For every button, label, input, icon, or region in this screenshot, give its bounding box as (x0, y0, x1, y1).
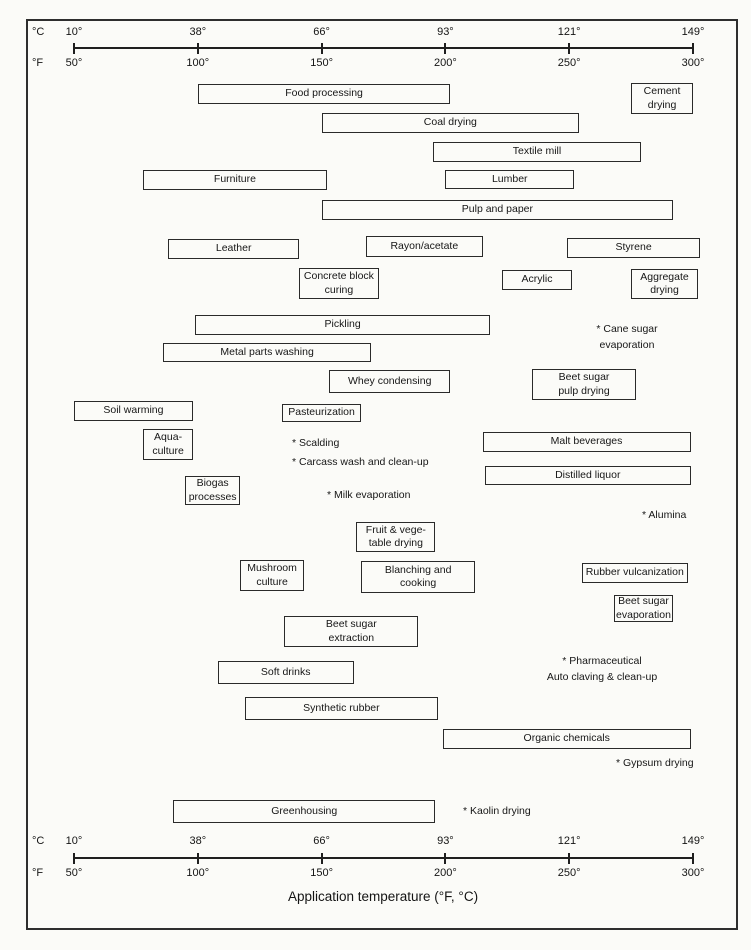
process-box-aquaculture: Aqua- culture (143, 429, 193, 460)
process-box-beet-sugar-evaporation: Beet sugar evaporation (614, 595, 673, 622)
top-axis-fahrenheit-tick-label: 200° (434, 57, 457, 69)
bottom-axis-celsius-tick-label: 93° (437, 835, 454, 847)
process-box-malt-beverages: Malt beverages (483, 432, 691, 452)
note-gypsum-drying: * Gypsum drying (616, 757, 694, 769)
bottom-axis-fahrenheit-tick-label: 50° (65, 867, 83, 879)
top-axis-tick (568, 43, 570, 54)
top-axis-tick (321, 43, 323, 54)
bottom-axis-fahrenheit-tick-label: 250° (557, 867, 581, 879)
top-axis-fahrenheit-unit: °F (32, 57, 44, 69)
bottom-axis-fahrenheit-tick-label: 100° (186, 867, 210, 879)
process-box-furniture: Furniture (143, 170, 326, 190)
top-axis-tick (444, 43, 446, 54)
top-axis-tick (197, 43, 199, 54)
top-axis-fahrenheit-tick-label: 300° (681, 57, 705, 69)
bottom-axis-fahrenheit-tick-label: 150° (310, 867, 333, 879)
process-box-rubber-vulcanization: Rubber vulcanization (582, 563, 688, 583)
bottom-axis-celsius-tick-label: 121° (557, 835, 581, 847)
axis-caption: Application temperature (°F, °C) (287, 889, 479, 904)
bottom-axis-celsius-tick-label: 10° (65, 835, 83, 847)
note-cane-sugar-evaporation: * Cane sugar evaporation (596, 323, 658, 351)
process-box-lumber: Lumber (445, 170, 574, 189)
process-box-pickling: Pickling (195, 315, 490, 335)
process-box-beet-sugar-extraction: Beet sugar extraction (284, 616, 418, 647)
top-axis-line (74, 47, 693, 49)
process-box-cement-drying: Cement drying (631, 83, 693, 114)
bottom-axis-celsius-tick-label: 66° (313, 835, 330, 847)
note-scalding: * Scalding (292, 437, 340, 449)
process-box-whey-condensing: Whey condensing (329, 370, 450, 393)
top-axis-tick (73, 43, 75, 54)
process-box-concrete-block-curing: Concrete block curing (299, 268, 378, 299)
top-axis-tick (692, 43, 694, 54)
process-box-pulp-and-paper: Pulp and paper (322, 200, 674, 220)
process-box-food-processing: Food processing (198, 84, 451, 104)
top-axis-celsius-unit: °C (32, 26, 45, 38)
note-carcass-wash-and-clean-up: * Carcass wash and clean-up (292, 456, 429, 468)
process-box-greenhousing: Greenhousing (173, 800, 435, 823)
note-milk-evaporation: * Milk evaporation (327, 489, 411, 501)
bottom-axis-celsius-tick-label: 38° (189, 835, 207, 847)
top-axis-fahrenheit-tick-label: 50° (65, 57, 83, 69)
process-box-acrylic: Acrylic (502, 270, 571, 290)
top-axis-fahrenheit-tick-label: 250° (557, 57, 581, 69)
note-pharmaceutical-auto-claving-and-clean-up: * Pharmaceutical Auto claving & clean-up (546, 655, 658, 683)
process-box-leather: Leather (168, 239, 299, 259)
process-box-rayon-acetate: Rayon/acetate (366, 236, 482, 257)
process-box-metal-parts-washing: Metal parts washing (163, 343, 371, 362)
bottom-axis-fahrenheit-tick-label: 200° (434, 867, 457, 879)
process-box-coal-drying: Coal drying (322, 113, 580, 133)
process-box-synthetic-rubber: Synthetic rubber (245, 697, 438, 720)
process-box-mushroom-culture: Mushroom culture (240, 560, 304, 591)
top-axis-fahrenheit-tick-label: 150° (310, 57, 333, 69)
top-axis-celsius-tick-label: 93° (437, 26, 454, 38)
process-box-pasteurization: Pasteurization (282, 404, 361, 422)
top-axis-fahrenheit-tick-label: 100° (186, 57, 210, 69)
process-box-soil-warming: Soil warming (74, 401, 193, 421)
process-box-blanching-and-cooking: Blanching and cooking (361, 561, 475, 593)
process-box-styrene: Styrene (567, 238, 701, 258)
bottom-axis-line (74, 857, 693, 859)
bottom-axis-celsius-tick-label: 149° (681, 835, 705, 847)
bottom-axis-celsius-unit: °C (32, 835, 45, 847)
process-box-organic-chemicals: Organic chemicals (443, 729, 691, 749)
process-box-textile-mill: Textile mill (433, 142, 641, 162)
process-box-fruit-vegetable-drying: Fruit & vege- table drying (356, 522, 435, 552)
process-box-biogas-processes: Biogas processes (185, 476, 239, 505)
note-kaolin-drying: * Kaolin drying (463, 805, 531, 817)
top-axis-celsius-tick-label: 66° (313, 26, 330, 38)
note-alumina: * Alumina (642, 509, 687, 521)
top-axis-celsius-tick-label: 121° (557, 26, 581, 38)
top-axis-celsius-tick-label: 149° (681, 26, 705, 38)
process-box-distilled-liquor: Distilled liquor (485, 466, 691, 485)
bottom-axis-fahrenheit-unit: °F (32, 867, 44, 879)
top-axis-celsius-tick-label: 10° (65, 26, 83, 38)
process-box-aggregate-drying: Aggregate drying (631, 269, 698, 299)
process-box-beet-sugar-pulp-drying: Beet sugar pulp drying (532, 369, 636, 400)
top-axis-celsius-tick-label: 38° (189, 26, 207, 38)
process-box-soft-drinks: Soft drinks (218, 661, 354, 684)
bottom-axis-fahrenheit-tick-label: 300° (681, 867, 705, 879)
